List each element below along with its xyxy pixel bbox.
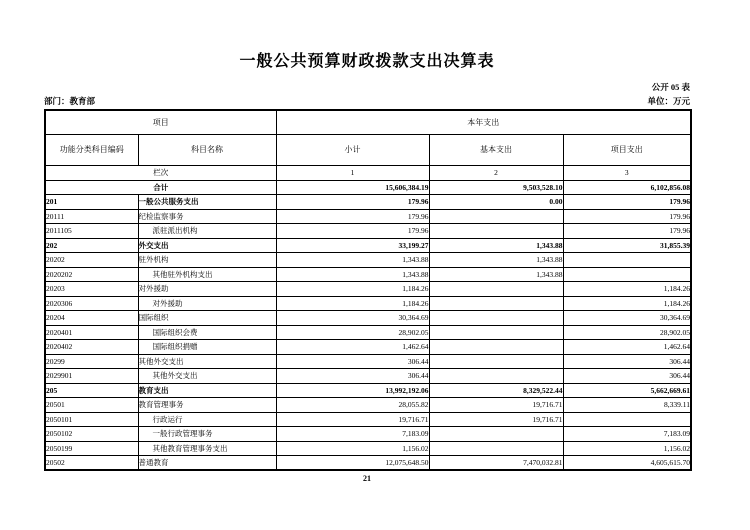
table-row [45, 412, 691, 427]
table-row [45, 354, 691, 369]
table-code-label: 公开 05 表 [651, 82, 690, 92]
row-name: 国际组织捐赠 [138, 340, 276, 355]
row-value-basic [429, 311, 563, 326]
page-number: 21 [363, 474, 371, 483]
row-name: 一般行政管理事务 [138, 427, 276, 442]
table-row [45, 267, 691, 282]
meta-line [44, 96, 690, 106]
row-value-project: 179.96 [563, 224, 691, 239]
row-code: 202 [45, 238, 138, 253]
row-name: 其他驻外机构支出 [138, 267, 276, 282]
row-value-basic: 1,343.88 [429, 253, 563, 268]
row-value-basic [429, 369, 563, 384]
row-value-basic [429, 325, 563, 340]
budget-table [44, 109, 692, 471]
row-value-project [563, 253, 691, 268]
col-index-1: 1 [276, 165, 429, 180]
header-col-project: 项目支出 [563, 134, 691, 165]
row-value-basic: 0.00 [429, 195, 563, 210]
table-row [45, 180, 691, 195]
row-name: 其他外交支出 [138, 369, 276, 384]
row-value-subtotal: 28,055.82 [276, 398, 429, 413]
row-value-subtotal: 179.96 [276, 195, 429, 210]
header-col-code: 功能分类科目编码 [45, 134, 138, 165]
row-code: 2029901 [45, 369, 138, 384]
col-index-3: 3 [563, 165, 691, 180]
row-value-subtotal: 13,992,192.06 [276, 383, 429, 398]
row-code: 20501 [45, 398, 138, 413]
row-value-subtotal: 1,156.02 [276, 441, 429, 456]
table-row [45, 369, 691, 384]
row-value-subtotal: 179.96 [276, 224, 429, 239]
row-value-project: 179.96 [563, 209, 691, 224]
unit-label: 单位：万元 [647, 96, 690, 106]
row-value-basic: 19,716.71 [429, 412, 563, 427]
table-row [45, 282, 691, 297]
row-name: 普通教育 [138, 456, 276, 471]
row-value-basic [429, 441, 563, 456]
row-code: 201 [45, 195, 138, 210]
row-total-label: 合计 [45, 180, 276, 195]
row-value-project: 31,855.39 [563, 238, 691, 253]
row-value-basic [429, 354, 563, 369]
table-header [45, 110, 691, 180]
row-value-project: 1,156.02 [563, 441, 691, 456]
row-value-project: 8,339.11 [563, 398, 691, 413]
row-value-basic: 1,343.88 [429, 267, 563, 282]
row-code: 20203 [45, 282, 138, 297]
row-value-basic [429, 282, 563, 297]
row-value-project: 6,102,856.08 [563, 180, 691, 195]
page-title: 一般公共预算财政拨款支出决算表 [239, 53, 495, 70]
row-value-subtotal: 1,184.26 [276, 282, 429, 297]
table-row [45, 340, 691, 355]
table-row [45, 398, 691, 413]
table-row [45, 325, 691, 340]
row-name: 教育管理事务 [138, 398, 276, 413]
row-name: 教育支出 [138, 383, 276, 398]
row-name: 纪检监察事务 [138, 209, 276, 224]
header-col-basic: 基本支出 [429, 134, 563, 165]
row-name: 驻外机构 [138, 253, 276, 268]
header-index-row [45, 165, 691, 180]
row-value-project: 1,184.26 [563, 296, 691, 311]
header-col-subtotal: 小计 [276, 134, 429, 165]
row-code: 2011105 [45, 224, 138, 239]
row-value-subtotal: 1,343.88 [276, 253, 429, 268]
table-row [45, 224, 691, 239]
row-code: 2050102 [45, 427, 138, 442]
row-name: 派驻派出机构 [138, 224, 276, 239]
department-label: 部门：教育部 [44, 96, 96, 106]
row-value-subtotal: 306.44 [276, 354, 429, 369]
row-value-basic [429, 427, 563, 442]
row-name: 对外援助 [138, 296, 276, 311]
row-value-basic: 19,716.71 [429, 398, 563, 413]
header-group-row [45, 110, 691, 134]
header-col-name: 科目名称 [138, 134, 276, 165]
table-body [45, 180, 691, 470]
row-value-subtotal: 15,606,384.19 [276, 180, 429, 195]
table-row [45, 238, 691, 253]
row-code: 20299 [45, 354, 138, 369]
col-index-2: 2 [429, 165, 563, 180]
row-value-subtotal: 30,364.69 [276, 311, 429, 326]
row-code: 2020202 [45, 267, 138, 282]
table-row [45, 296, 691, 311]
row-value-project [563, 267, 691, 282]
row-value-project: 1,184.26 [563, 282, 691, 297]
table-row [45, 456, 691, 471]
row-value-basic [429, 296, 563, 311]
row-code: 2050199 [45, 441, 138, 456]
row-value-subtotal: 1,343.88 [276, 267, 429, 282]
table-row [45, 209, 691, 224]
row-code: 2050101 [45, 412, 138, 427]
document-content [0, 52, 750, 483]
row-value-project: 28,902.05 [563, 325, 691, 340]
row-code: 2020401 [45, 325, 138, 340]
table-row [45, 253, 691, 268]
row-index-label: 栏次 [45, 165, 276, 180]
table-row [45, 311, 691, 326]
row-code: 20111 [45, 209, 138, 224]
table-row [45, 195, 691, 210]
header-year-group: 本年支出 [276, 110, 691, 134]
row-value-subtotal: 179.96 [276, 209, 429, 224]
row-value-project: 306.44 [563, 369, 691, 384]
table-row [45, 427, 691, 442]
row-value-subtotal: 19,716.71 [276, 412, 429, 427]
row-value-subtotal: 12,075,648.50 [276, 456, 429, 471]
row-name: 其他教育管理事务支出 [138, 441, 276, 456]
row-value-basic [429, 209, 563, 224]
row-value-subtotal: 33,199.27 [276, 238, 429, 253]
row-code: 20202 [45, 253, 138, 268]
row-value-project: 179.96 [563, 195, 691, 210]
row-code: 2020306 [45, 296, 138, 311]
row-value-project: 30,364.69 [563, 311, 691, 326]
row-value-basic [429, 340, 563, 355]
row-value-project: 5,662,669.61 [563, 383, 691, 398]
row-value-project: 7,183.09 [563, 427, 691, 442]
header-columns-row [45, 134, 691, 165]
row-value-subtotal: 306.44 [276, 369, 429, 384]
row-value-project [563, 412, 691, 427]
row-name: 对外援助 [138, 282, 276, 297]
row-value-subtotal: 1,184.26 [276, 296, 429, 311]
row-value-basic [429, 224, 563, 239]
row-value-subtotal: 7,183.09 [276, 427, 429, 442]
row-name: 国际组织会费 [138, 325, 276, 340]
row-name: 一般公共服务支出 [138, 195, 276, 210]
row-name: 其他外交支出 [138, 354, 276, 369]
row-value-project: 4,605,615.70 [563, 456, 691, 471]
header-item-group: 项目 [45, 110, 276, 134]
row-value-basic: 7,470,032.81 [429, 456, 563, 471]
row-value-subtotal: 1,462.64 [276, 340, 429, 355]
row-name: 外交支出 [138, 238, 276, 253]
row-code: 20502 [45, 456, 138, 471]
row-value-basic: 9,503,528.10 [429, 180, 563, 195]
row-name: 行政运行 [138, 412, 276, 427]
row-value-subtotal: 28,902.05 [276, 325, 429, 340]
row-value-project: 306.44 [563, 354, 691, 369]
row-value-project: 1,462.64 [563, 340, 691, 355]
row-name: 国际组织 [138, 311, 276, 326]
row-value-basic: 8,329,522.44 [429, 383, 563, 398]
row-code: 2020402 [45, 340, 138, 355]
row-code: 205 [45, 383, 138, 398]
table-row [45, 441, 691, 456]
row-code: 20204 [45, 311, 138, 326]
row-value-basic: 1,343.88 [429, 238, 563, 253]
table-row [45, 383, 691, 398]
